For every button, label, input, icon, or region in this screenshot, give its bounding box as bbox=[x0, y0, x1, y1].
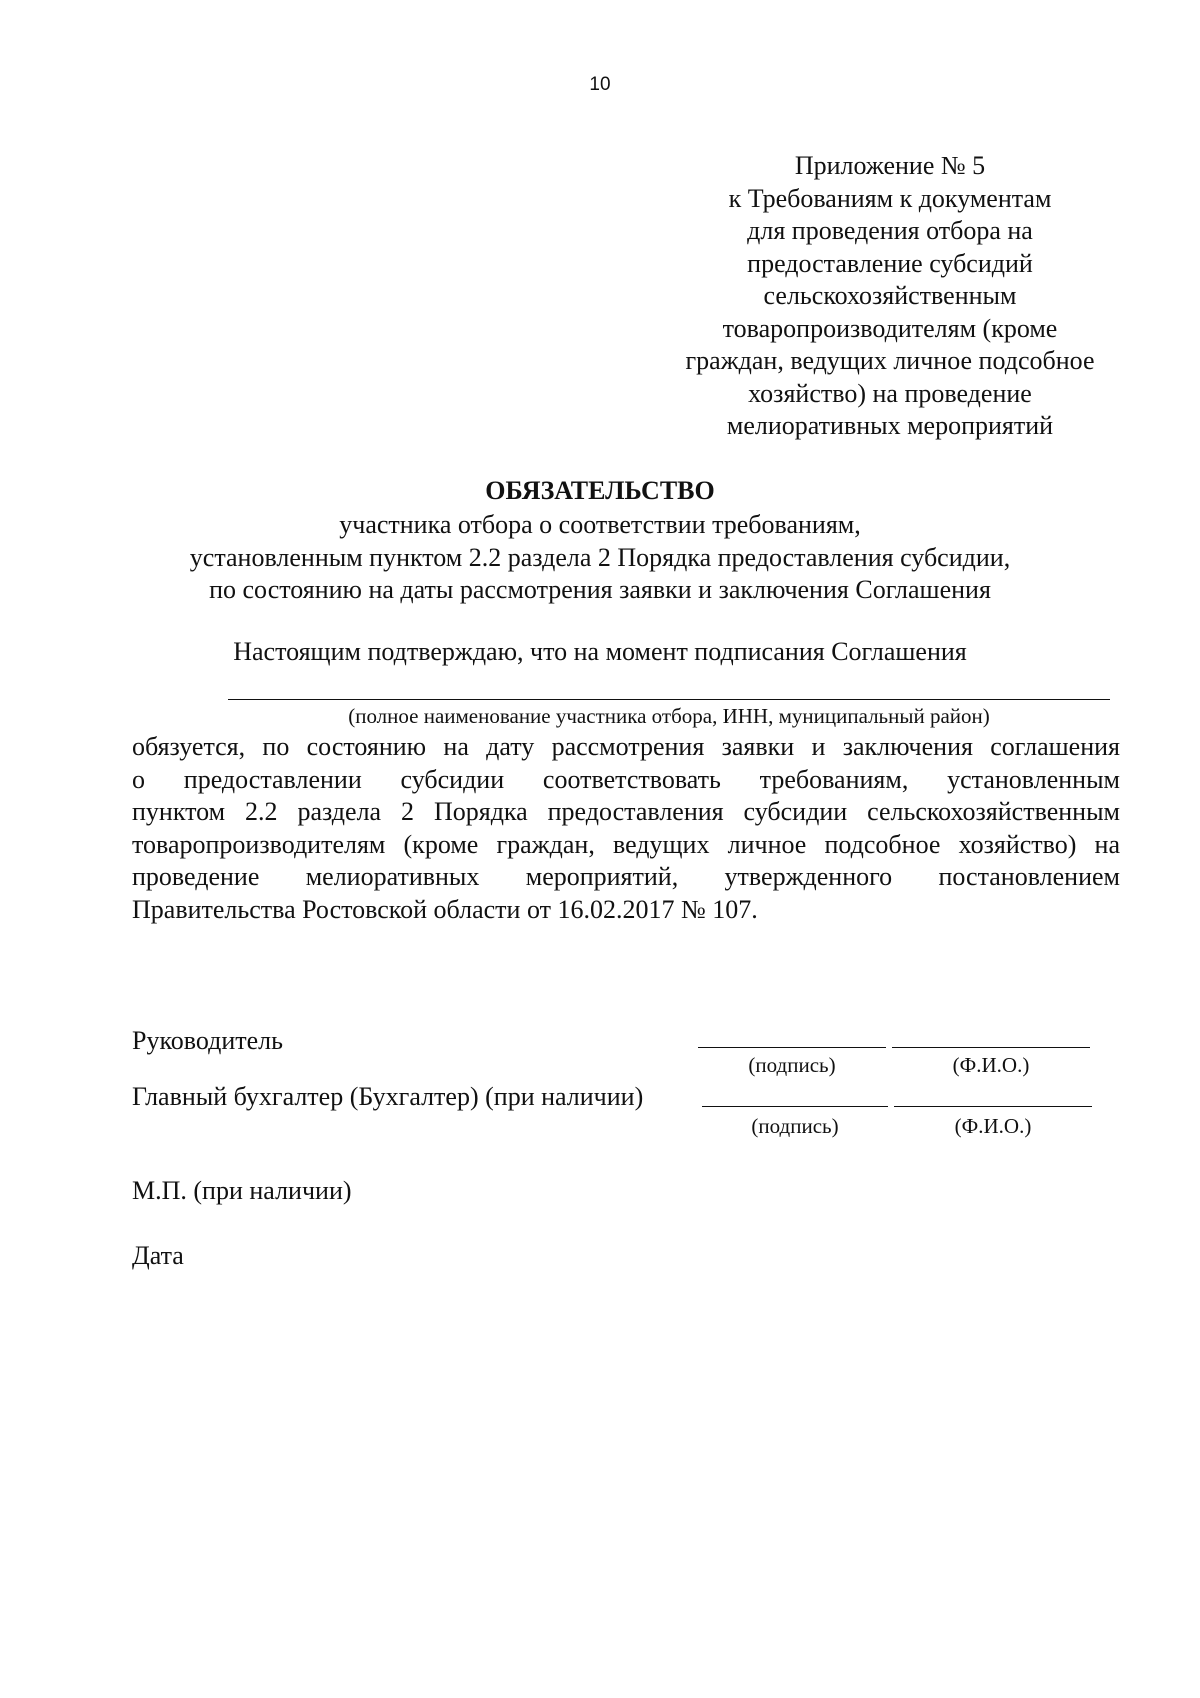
accountant-signature-field[interactable] bbox=[702, 1106, 888, 1107]
appendix-line: предоставление субсидий bbox=[747, 248, 1033, 278]
body-line: проведение мелиоративных мероприятий, утвержденного постановлением bbox=[132, 862, 1120, 891]
appendix-line: хозяйство) на проведение bbox=[748, 378, 1032, 408]
head-fio-field[interactable] bbox=[892, 1047, 1090, 1048]
subtitle-line: участника отбора о соответствии требованиям, bbox=[339, 510, 861, 539]
appendix-line: для проведения отбора на bbox=[747, 216, 1033, 245]
head-signature-caption: (подпись) bbox=[748, 1053, 836, 1077]
appendix-line: товаропроизводителям (кроме bbox=[722, 313, 1058, 343]
page-number: 10 bbox=[589, 74, 611, 95]
appendix-line: к Требованиям к документам bbox=[728, 183, 1052, 213]
appendix-line: граждан, ведущих личное подсобное bbox=[685, 346, 1095, 375]
document-title: ОБЯЗАТЕЛЬСТВО bbox=[485, 476, 715, 505]
head-signature-field[interactable] bbox=[698, 1047, 886, 1048]
appendix-line: Приложение № 5 bbox=[794, 151, 986, 180]
body-line: о предоставлении субсидии соответствовать требованиям, установленным bbox=[132, 764, 1120, 794]
document-subtitle bbox=[0, 509, 1200, 607]
head-label: Руководитель bbox=[132, 1026, 283, 1055]
participant-name-caption: (полное наименование участника отбора, ИНН, муниципальный район) bbox=[348, 704, 990, 728]
appendix-line: мелиоративных мероприятий bbox=[726, 411, 1054, 440]
accountant-label: Главный бухгалтер (Бухгалтер) (при наличии) bbox=[132, 1082, 644, 1111]
subtitle-line: по состоянию на даты рассмотрения заявки и заключения Соглашения bbox=[209, 575, 991, 604]
appendix-header bbox=[640, 150, 1140, 443]
accountant-signature-caption: (подпись) bbox=[751, 1114, 839, 1138]
head-fio-caption: (Ф.И.О.) bbox=[952, 1053, 1030, 1077]
appendix-line: сельскохозяйственным bbox=[763, 281, 1017, 310]
accountant-fio-caption: (Ф.И.О.) bbox=[954, 1114, 1032, 1138]
accountant-fio-field[interactable] bbox=[894, 1106, 1092, 1107]
subtitle-line: установленным пунктом 2.2 раздела 2 Порядка предоставления субсидии, bbox=[189, 542, 1011, 572]
obligation-body bbox=[132, 731, 1120, 926]
date-label: Дата bbox=[132, 1241, 184, 1270]
body-line: Правительства Ростовской области от 16.02.2017 № 107. bbox=[132, 894, 758, 924]
stamp-label: М.П. (при наличии) bbox=[132, 1176, 352, 1205]
participant-name-field[interactable] bbox=[228, 699, 1110, 700]
body-line: товаропроизводителям (кроме граждан, ведущих личное подсобное хозяйство) на bbox=[132, 829, 1120, 859]
body-line: обязуется, по состоянию на дату рассмотрения заявки и заключения соглашения bbox=[132, 732, 1120, 761]
body-line: пунктом 2.2 раздела 2 Порядка предоставления субсидии сельскохозяйственным bbox=[132, 797, 1120, 826]
confirm-statement: Настоящим подтверждаю, что на момент подписания Соглашения bbox=[233, 637, 967, 666]
